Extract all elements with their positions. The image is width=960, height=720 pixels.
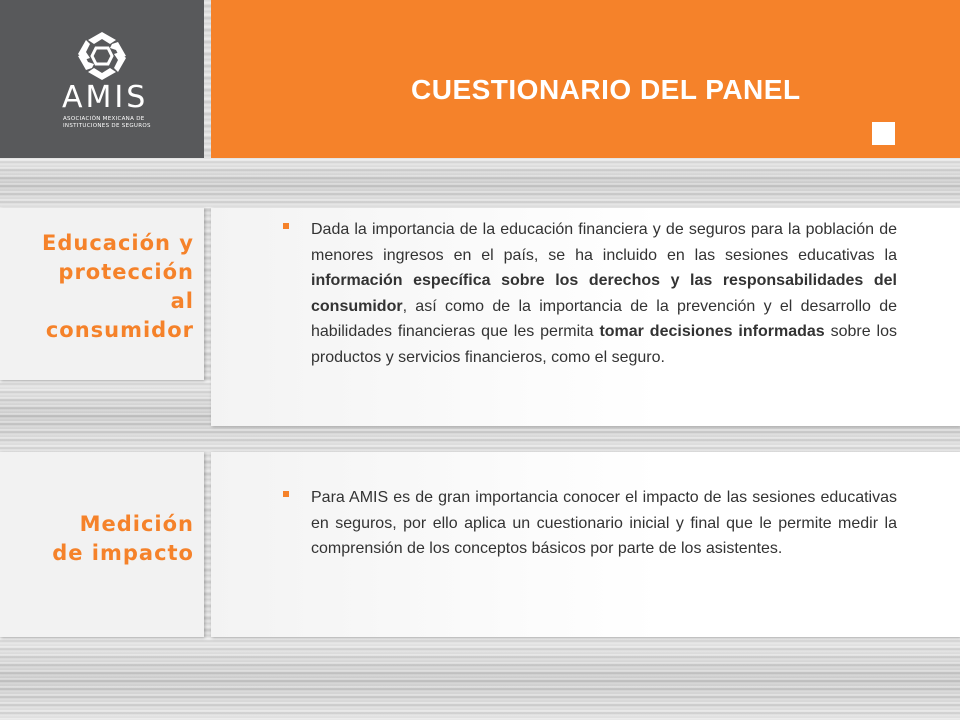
bullet-item bbox=[283, 485, 897, 562]
square-bullet-icon bbox=[283, 223, 289, 229]
section-label-line: Educación y bbox=[42, 231, 194, 255]
square-bullet-icon bbox=[283, 491, 289, 497]
bullet-paragraph bbox=[311, 217, 897, 370]
paragraph-segment: sobre los productos y servicios financieros, como el seguro. bbox=[311, 323, 898, 366]
paragraph-bold-segment: tomar decisiones informadas bbox=[599, 323, 825, 340]
paragraph-segment: Para AMIS es de gran importancia conocer el impacto de las sesiones educativas en seguros, por ello aplica un cuestionario inicial y final que le permite medir la comprensión de los conceptos básicos por parte de los asistentes. bbox=[311, 489, 897, 557]
paragraph-segment: , así como de la importancia de la prevención y el desarrollo de habilidades financieras que les permita bbox=[311, 297, 897, 340]
bullet-paragraph bbox=[311, 485, 897, 562]
section-label-line: de impacto bbox=[52, 541, 194, 565]
section-label-panel-impact bbox=[0, 452, 204, 637]
paragraph-segment: Dada la importancia de la educación financiera y de seguros para la población de menores ingresos en el país, se ha incluido en las sesiones educativas la bbox=[311, 221, 897, 264]
logo-subtitle-line2: INSTITUCIONES DE SEGUROS bbox=[63, 123, 151, 129]
metal-band-top bbox=[0, 158, 960, 208]
section-label-education bbox=[42, 229, 194, 345]
header-banner bbox=[211, 0, 960, 158]
logo-panel bbox=[0, 0, 204, 158]
section-label-impact bbox=[52, 510, 194, 568]
logo-wordmark: AMIS bbox=[62, 80, 149, 115]
section-content-panel-education bbox=[211, 208, 960, 426]
amis-logo-icon bbox=[76, 30, 128, 82]
metal-band-bottom bbox=[0, 637, 960, 720]
section-content-panel-impact bbox=[211, 452, 960, 637]
bullet-item bbox=[283, 217, 897, 370]
paragraph-bold-segment: información específica sobre los derechos y las responsabilidades del consumidor bbox=[311, 272, 897, 315]
page-title: CUESTIONARIO DEL PANEL bbox=[411, 74, 801, 105]
section-label-line: consumidor bbox=[45, 318, 194, 342]
section-label-line: al bbox=[170, 289, 194, 313]
section-label-line: protección bbox=[58, 260, 194, 284]
logo-subtitle bbox=[63, 116, 163, 130]
decorative-square bbox=[872, 122, 895, 145]
section-label-panel-education bbox=[0, 208, 204, 380]
section-label-line: Medición bbox=[79, 512, 194, 536]
logo-subtitle-line1: ASOCIACIÓN MEXICANA DE bbox=[63, 116, 145, 122]
